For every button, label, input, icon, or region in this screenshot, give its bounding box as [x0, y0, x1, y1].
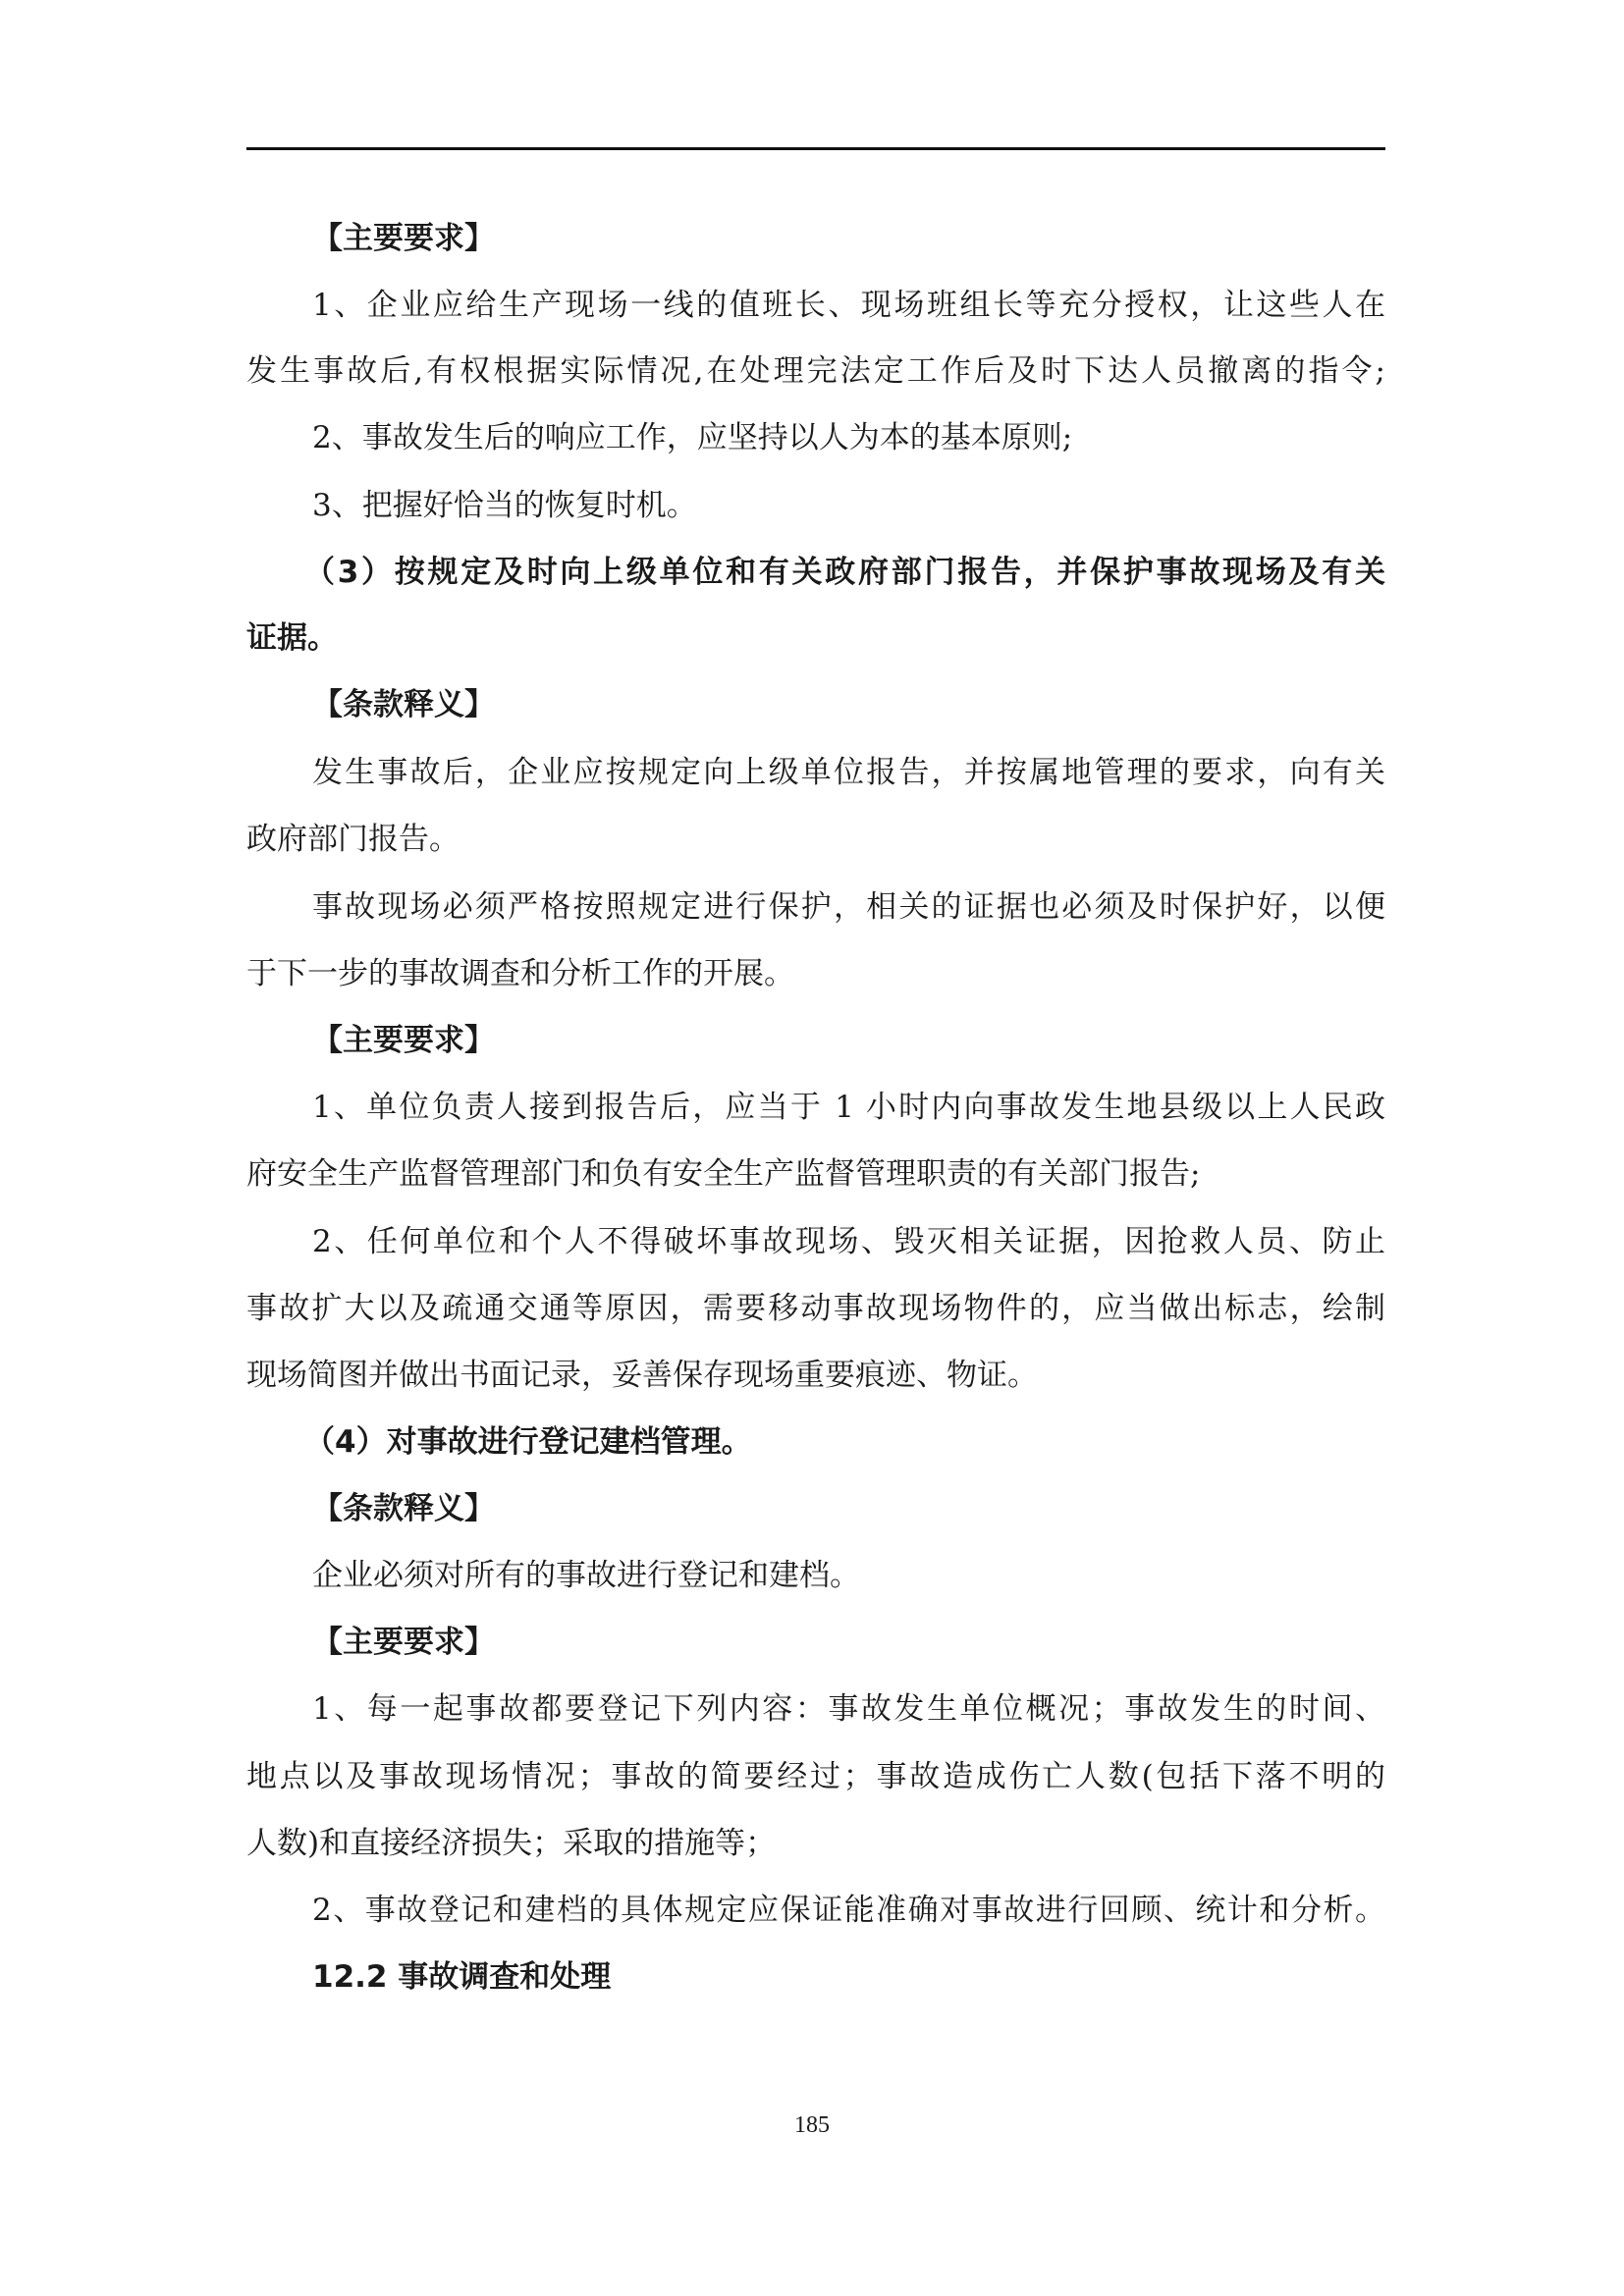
heading-clause-interpretation: 【条款释义】 — [312, 687, 495, 722]
page-number: 185 — [794, 2112, 830, 2138]
paragraph-line: 2、事故登记和建档的具体规定应保证能准确对事故进行回顾、统计和分析。 — [312, 1893, 1385, 1928]
section-heading: （3）按规定及时向上级单位和有关政府部门报告，并保护事故现场及有关 — [304, 555, 1385, 590]
heading-main-requirements: 【主要要求】 — [312, 221, 495, 256]
paragraph-line: 现场简图并做出书面记录，妥善保存现场重要痕迹、物证。 — [246, 1358, 1038, 1393]
paragraph-line: 2、任何单位和个人不得破坏事故现场、毁灭相关证据，因抢救人员、防止 — [312, 1224, 1385, 1259]
heading-main-requirements: 【主要要求】 — [312, 1023, 495, 1058]
subsection-heading: 12.2 事故调查和处理 — [312, 1959, 612, 1995]
heading-main-requirements: 【主要要求】 — [312, 1625, 495, 1660]
paragraph-line: 1、企业应给生产现场一线的值班长、现场班组长等充分授权，让这些人在 — [312, 288, 1385, 323]
paragraph-line: 事故扩大以及疏通交通等原因，需要移动事故现场物件的，应当做出标志，绘制 — [246, 1291, 1385, 1326]
paragraph-line: 地点以及事故现场情况；事故的简要经过；事故造成伤亡人数(包括下落不明的 — [246, 1759, 1385, 1794]
paragraph-line: 事故现场必须严格按照规定进行保护，相关的证据也必须及时保护好，以便 — [312, 889, 1385, 925]
header-rule — [246, 147, 1385, 150]
paragraph-line: 1、单位负责人接到报告后，应当于 1 小时内向事故发生地县级以上人民政 — [312, 1090, 1385, 1125]
paragraph-line: 于下一步的事故调查和分析工作的开展。 — [246, 956, 794, 991]
section-heading-continued: 证据。 — [246, 620, 338, 656]
paragraph-line: 3、把握好恰当的恢复时机。 — [312, 488, 697, 523]
paragraph-line: 2、事故发生后的响应工作，应坚持以人为本的基本原则; — [312, 420, 1073, 455]
paragraph-line: 人数)和直接经济损失；采取的措施等； — [246, 1826, 777, 1861]
heading-clause-interpretation: 【条款释义】 — [312, 1491, 495, 1526]
paragraph-line: 发生事故后,有权根据实际情况,在处理完法定工作后及时下达人员撤离的指令; — [246, 353, 1385, 389]
paragraph-line: 府安全生产监督管理部门和负有安全生产监督管理职责的有关部门报告; — [246, 1156, 1201, 1192]
paragraph-line: 1、每一起事故都要登记下列内容：事故发生单位概况；事故发生的时间、 — [312, 1691, 1385, 1727]
paragraph-line: 政府部门报告。 — [246, 822, 460, 857]
paragraph-line: 企业必须对所有的事故进行登记和建档。 — [312, 1558, 860, 1593]
paragraph-line: 发生事故后，企业应按规定向上级单位报告，并按属地管理的要求，向有关 — [312, 755, 1385, 790]
section-heading: （4）对事故进行登记建档管理。 — [304, 1424, 752, 1460]
